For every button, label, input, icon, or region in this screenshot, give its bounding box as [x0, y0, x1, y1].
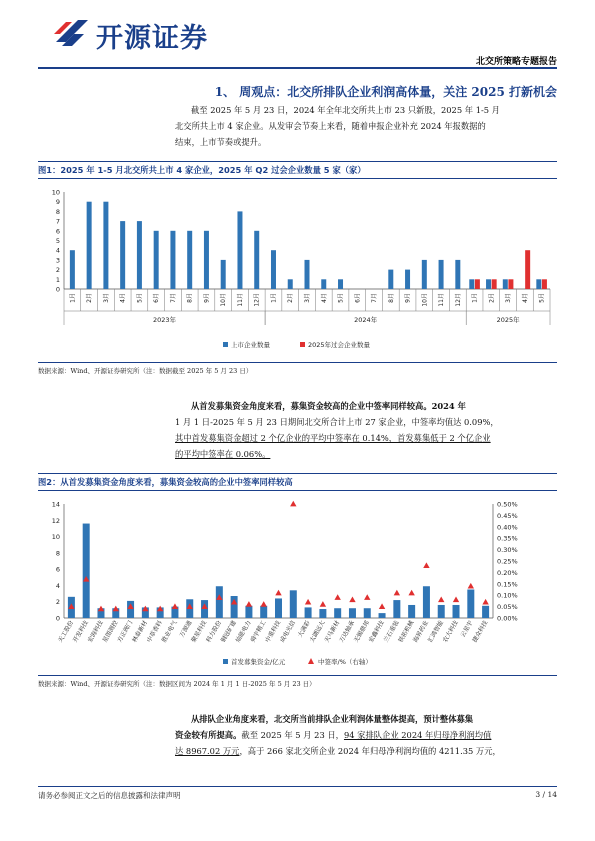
x-tick-label: 胜业电气: [160, 619, 179, 644]
x-tick-label: 宏鑫科技: [367, 619, 386, 644]
x-tick-label: 3月: [304, 293, 311, 303]
point-win-rate: [468, 583, 474, 589]
paragraph-2-underline: 的平均中签率在 0.06%。: [175, 449, 271, 459]
y-tick-label: 7: [55, 217, 60, 226]
bar-raised-funds: [453, 605, 460, 618]
x-tick-label: 海昇药业: [412, 619, 431, 644]
bar-listed: [439, 260, 444, 289]
x-tick-label: 1月: [471, 293, 479, 303]
x-tick-label: 大满彩: [296, 619, 312, 639]
x-tick-label: 4月: [320, 293, 328, 303]
bar-approved: [542, 279, 547, 289]
x-tick-label: 5月: [136, 293, 144, 303]
x-tick-label: 灿能电力: [234, 619, 253, 644]
x-tick-label: 开发科技: [71, 619, 90, 644]
x-tick-label: 8月: [387, 293, 395, 303]
x-tick-label: 云星宇: [459, 619, 475, 639]
bar-listed: [536, 279, 541, 289]
x-tick-label: 9月: [203, 293, 211, 303]
header-rule: [38, 67, 557, 69]
x-tick-label: 4月: [119, 293, 127, 303]
x-tick-label: 4月: [521, 293, 529, 303]
bar-raised-funds: [482, 606, 489, 618]
figure-2-title: 图2：从首发募集资金角度来看，募集资金较高的企业中签率同样较高: [38, 477, 293, 487]
paragraph-3-underline: 94 家排队企业 2024 年归母净利润均值: [343, 730, 492, 740]
page-number: 3 / 14: [535, 790, 557, 799]
year-label: 2025年: [496, 316, 520, 324]
bar-listed: [87, 202, 92, 289]
y-right-tick-label: 0.45%: [497, 511, 518, 520]
x-tick-label: 3月: [102, 293, 110, 303]
point-win-rate: [261, 601, 267, 607]
bar-listed: [503, 279, 508, 289]
x-tick-label: 8月: [186, 293, 194, 303]
paragraph-1: [175, 102, 557, 150]
paragraph-2-line: [175, 446, 557, 462]
bar-raised-funds: [379, 613, 386, 618]
bar-raised-funds: [319, 609, 326, 618]
point-win-rate: [453, 597, 459, 603]
bar-listed: [221, 260, 226, 289]
bar-listed: [70, 250, 75, 289]
x-tick-label: 2月: [488, 293, 496, 303]
paragraph-1-line: 北交所共上市 4 家企业。从发审会节奏上来看，随着申报企业补充 2024 年报数据的: [175, 121, 486, 131]
bar-listed: [187, 231, 192, 289]
y-tick-label: 5: [55, 237, 60, 245]
bar-raised-funds: [467, 590, 474, 619]
x-tick-label: 无锡鼎邦: [352, 619, 371, 644]
bar-approved: [508, 279, 513, 289]
paragraph-3-bold: 资金较有所提高。: [175, 730, 242, 740]
x-tick-label: 5月: [538, 293, 546, 303]
legend-label-listed: 上市企业数量: [231, 341, 270, 349]
bar-listed: [137, 221, 142, 289]
bar-raised-funds: [290, 590, 297, 618]
y-right-tick-label: 0.20%: [497, 568, 518, 577]
x-tick-label: 10月: [421, 293, 429, 307]
point-win-rate: [246, 601, 252, 607]
x-tick-label: 汇鸿智能: [426, 619, 445, 644]
x-tick-label: 5月: [337, 293, 345, 303]
paragraph-3-line: [175, 743, 557, 759]
paragraph-2-line: 从首发募集资金角度来看，募集资金较高的企业中签率同样较高。2024 年: [191, 401, 466, 411]
bar-raised-funds: [260, 606, 267, 618]
bar-raised-funds: [364, 608, 371, 618]
footer-rule: [38, 786, 557, 787]
x-tick-label: 3月: [505, 293, 513, 303]
y-tick-label: 8: [55, 207, 60, 216]
legend-label-win-rate: 中签率/%（右轴）: [318, 658, 372, 666]
logo-text: 开源证券: [96, 23, 208, 54]
x-tick-label: 万达轴承: [338, 619, 357, 644]
y-right-tick-label: 0.40%: [497, 523, 518, 532]
legend-swatch-approved: [300, 342, 305, 347]
x-tick-label: 天马新材: [323, 619, 342, 644]
paragraph-3-line: 从排队企业角度来看，北交所当前排队企业利润体量整体提高，预计整体募集: [191, 714, 474, 724]
x-tick-label: 星图测控: [101, 619, 120, 644]
figure-1-title: 图1：2025 年 1-5 月北交所共上市 4 家企业，2025 年 Q2 过会企业数量 5 家（家）: [38, 165, 366, 175]
bar-listed: [204, 231, 209, 289]
y-right-tick-label: 0.50%: [497, 500, 518, 509]
x-tick-label: 1月: [69, 293, 77, 303]
y-right-tick-label: 0.10%: [497, 591, 518, 600]
x-tick-label: 林泰新材: [131, 619, 150, 644]
x-tick-label: 11月: [438, 293, 446, 307]
legend-swatch-win-rate: [308, 658, 314, 664]
footer-disclaimer: 请务必参阅正文之后的信息披露和法律声明: [38, 791, 181, 800]
bar-listed: [271, 250, 276, 289]
bar-listed: [120, 221, 125, 289]
paragraph-3-line: [175, 727, 557, 743]
paragraph-1-line: 结束，上市节奏或提升。: [175, 137, 267, 147]
bar-listed: [154, 231, 159, 289]
x-tick-label: 6月: [354, 293, 362, 303]
year-label: 2024年: [354, 316, 378, 324]
bar-listed: [388, 270, 393, 289]
figure-1-source: 数据来源：Wind、开源证券研究所（注：数据截至 2025 年 5 月 23 日）: [38, 367, 253, 375]
legend-swatch-listed: [223, 342, 228, 347]
paragraph-3: [175, 711, 557, 759]
y-left-tick-label: 6: [55, 565, 60, 574]
bar-raised-funds: [216, 586, 223, 618]
bar-raised-funds: [438, 605, 445, 618]
y-right-tick-label: 0.05%: [497, 603, 518, 612]
bar-listed: [305, 260, 310, 289]
x-tick-label: 天工股份: [57, 619, 76, 644]
x-tick-label: 聚星科技: [190, 619, 209, 644]
legend-label-raised-funds: 首发募集资金/亿元: [231, 658, 286, 666]
x-tick-label: 11月: [236, 293, 244, 307]
x-tick-label: 7月: [169, 293, 177, 303]
x-tick-label: 万源通: [178, 619, 194, 639]
section-title: 1、 周观点：北交所排队企业利润高体量，关注 2025 打新机会: [214, 85, 557, 99]
figure-2-source: 数据来源：Wind、开源证券研究所（注：数据区间为 2024 年 1 月 1 日-2025 年 5 月 23 日）: [38, 680, 316, 688]
bar-raised-funds: [423, 586, 430, 618]
bar-approved: [525, 250, 530, 289]
x-tick-label: 2月: [287, 293, 295, 303]
y-tick-label: 0: [55, 285, 60, 294]
y-tick-label: 1: [55, 275, 60, 284]
bar-raised-funds: [275, 598, 282, 618]
y-right-tick-label: 0.15%: [497, 580, 518, 589]
y-tick-label: 10: [51, 188, 60, 197]
bar-raised-funds: [305, 607, 312, 618]
point-win-rate: [394, 590, 400, 596]
x-tick-label: 中重科技: [264, 619, 283, 644]
bar-listed: [237, 211, 242, 289]
paragraph-1-line: 截至 2025 年 5 月 23 日，2024 年全年北交所共上市 23 只新股，2025 年 1-5 月: [191, 105, 500, 115]
y-right-tick-label: 0.25%: [497, 557, 518, 566]
bar-listed: [321, 279, 326, 289]
y-left-tick-label: 14: [51, 500, 60, 509]
point-win-rate: [423, 562, 429, 568]
y-tick-label: 9: [55, 198, 60, 207]
bar-raised-funds: [83, 524, 90, 618]
bar-raised-funds: [349, 608, 356, 618]
y-right-tick-label: 0.00%: [497, 614, 518, 623]
y-tick-label: 4: [55, 246, 60, 255]
paragraph-3-underline: 达 8967.02 万元: [175, 746, 240, 756]
paragraph-3-text: ，高于 266 家北交所企业 2024 年归母净利润均值的 4211.35 万元，: [239, 746, 501, 756]
y-left-tick-label: 2: [55, 598, 60, 607]
point-win-rate: [290, 501, 296, 507]
paragraph-2-underline: 其中首发募集资金超过 2 个亿企业的平均中签率在 0.14%，首发募集低于 2 个亿企业: [175, 433, 491, 443]
x-tick-label: 宏海科技: [86, 619, 105, 644]
paragraph-2-line: [175, 430, 557, 446]
x-tick-label: 农大科技: [441, 619, 460, 644]
y-left-tick-label: 10: [51, 533, 60, 542]
y-left-tick-label: 8: [55, 549, 60, 558]
x-tick-label: 6月: [153, 293, 161, 303]
x-tick-label: 方正阀门: [116, 619, 135, 644]
y-right-tick-label: 0.30%: [497, 546, 518, 555]
x-tick-label: 12月: [253, 293, 261, 307]
x-tick-label: 科力股份: [204, 619, 224, 644]
paragraph-2-line: 1 月 1 日-2025 年 5 月 23 日期间北交所合计上市 27 家企业，中签率均值达 0.09%，: [175, 417, 499, 427]
figure-2-rule: [38, 675, 557, 676]
legend-label-approved: 2025年过会企业数量: [308, 341, 371, 349]
x-tick-label: 10月: [220, 293, 228, 307]
x-tick-label: 兰石重装: [382, 619, 401, 644]
point-win-rate: [172, 603, 178, 609]
bar-listed: [288, 279, 293, 289]
paragraph-2: [175, 398, 557, 462]
bar-listed: [455, 260, 460, 289]
year-label: 2023年: [153, 316, 177, 324]
bar-listed: [422, 260, 427, 289]
point-win-rate: [408, 590, 414, 596]
point-win-rate: [379, 603, 385, 609]
y-left-tick-label: 12: [51, 516, 60, 525]
paragraph-3-text: 截至 2025 年 5 月 23 日，: [241, 730, 344, 740]
y-tick-label: 3: [55, 256, 60, 265]
bar-listed: [469, 279, 474, 289]
bar-listed: [486, 279, 491, 289]
figure-2-chart: [38, 494, 557, 674]
x-tick-label: 7月: [371, 293, 379, 303]
x-tick-label: 铜冠矿建: [219, 619, 238, 644]
point-win-rate: [349, 597, 355, 603]
figure-2-title-bar: [38, 473, 557, 491]
x-tick-label: 成电光信: [278, 619, 298, 644]
point-win-rate: [364, 594, 370, 600]
report-type: 北交所策略专题报告: [475, 57, 557, 67]
bar-listed: [103, 202, 108, 289]
bar-listed: [338, 279, 343, 289]
bar-raised-funds: [393, 600, 400, 618]
x-tick-label: 1月: [270, 293, 278, 303]
x-tick-label: 中草香料: [145, 619, 164, 644]
bar-approved: [492, 279, 497, 289]
bar-listed: [254, 231, 259, 289]
figure-1-chart: [38, 182, 557, 360]
figure-1-rule: [38, 362, 557, 363]
point-win-rate: [334, 594, 340, 600]
bar-raised-funds: [245, 606, 252, 618]
y-right-tick-label: 0.35%: [497, 534, 518, 543]
legend-swatch-raised-funds: [223, 659, 228, 664]
x-tick-label: 太湖远大: [308, 619, 327, 644]
bar-raised-funds: [334, 608, 341, 618]
x-tick-label: 铁拓机械: [397, 619, 416, 644]
point-win-rate: [438, 597, 444, 603]
point-win-rate: [320, 601, 326, 607]
x-tick-label: 2月: [86, 293, 94, 303]
point-win-rate: [305, 599, 311, 605]
point-win-rate: [275, 590, 281, 596]
y-tick-label: 2: [55, 266, 60, 275]
bar-raised-funds: [201, 600, 208, 618]
figure-1-title-bar: [38, 161, 557, 179]
bar-listed: [405, 270, 410, 289]
bar-raised-funds: [408, 605, 415, 618]
logo: [52, 12, 242, 52]
y-tick-label: 6: [55, 227, 60, 236]
y-left-tick-label: 4: [55, 581, 60, 590]
logo-mark-icon: [52, 12, 92, 52]
bar-approved: [475, 279, 480, 289]
y-left-tick-label: 0: [55, 614, 60, 623]
x-tick-label: 捷众科技: [471, 619, 490, 644]
bar-listed: [170, 231, 175, 289]
x-tick-label: 9月: [404, 293, 412, 303]
point-win-rate: [482, 599, 488, 605]
x-tick-label: 舜宇精工: [249, 619, 268, 644]
x-tick-label: 12月: [454, 293, 462, 307]
